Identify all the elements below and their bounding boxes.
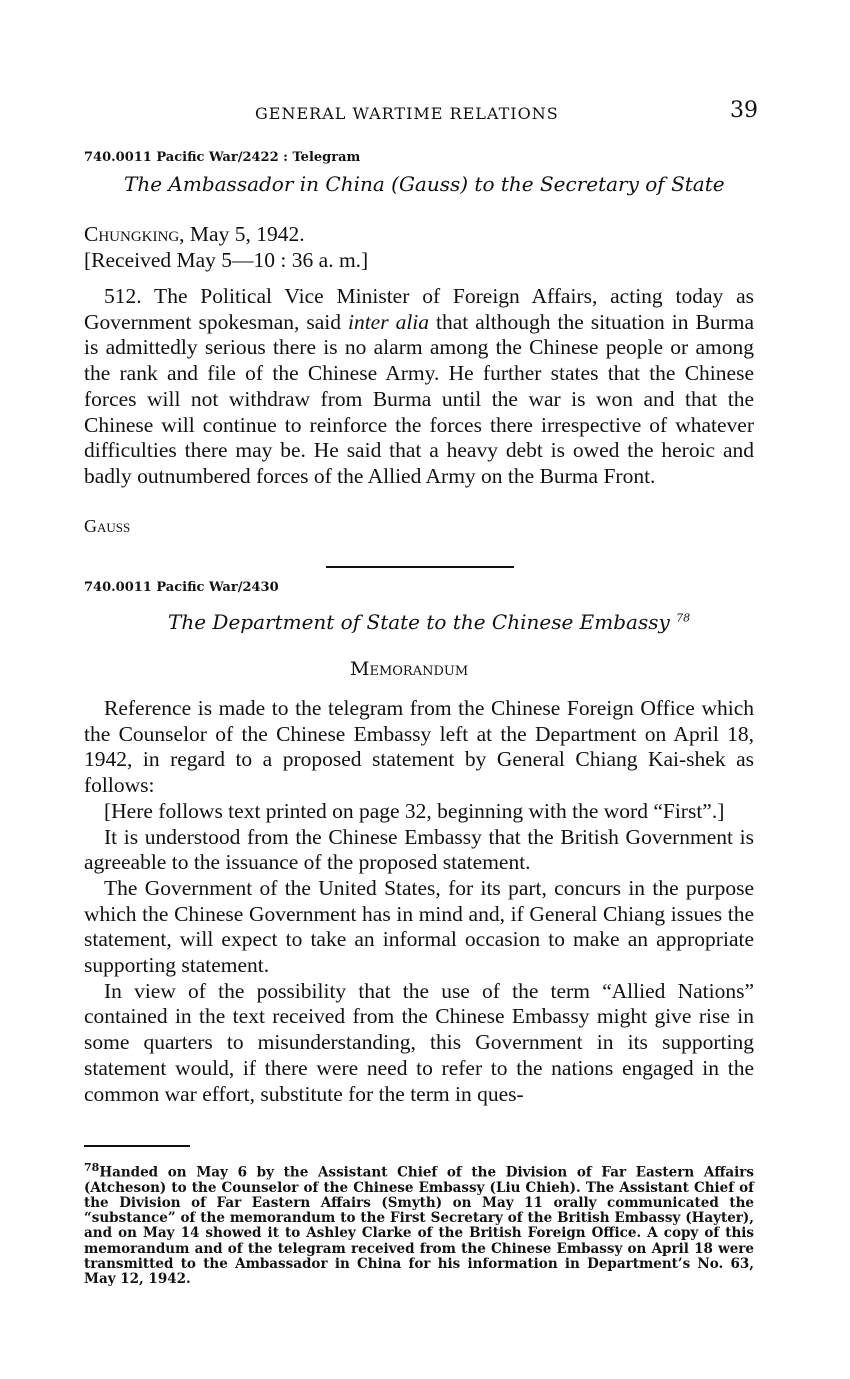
document-heading: The Ambassador in China (Gauss) to the Secretary of State	[124, 172, 725, 196]
page-number: 39	[730, 98, 758, 123]
memo-paragraph: [Here follows text printed on page 32, beginning with the word “First”.]	[104, 798, 725, 823]
footnote-text: Handed on May 6 by the Assistant Chief of the Division of Far Eastern Affairs (Atcheson) to the Counselor of the Chinese Embassy (Liu Chieh). The Assistant Chief of the Division of Far Eastern Affairs (Smyth) on May 11 orally communicated the “substance” of the memorandum to the First Secretary of the British Embassy (Hayter), and on May 14 showed it to Ashley Clarke of the British Foreign Office. A copy of this memorandum and of the telegram received from the Chinese Embassy on April 18 were transmitted to the Ambassador in China for his information in Department’s No. 63, May 12, 1942.	[84, 1164, 754, 1287]
dateline	[84, 222, 754, 248]
file-number: 740.0011 Pacific War/2422 : Telegram	[84, 150, 361, 165]
document-heading	[168, 610, 690, 634]
telegram-italic: inter alia	[347, 309, 430, 334]
heading-text: The Department of State to the Chinese Embassy	[168, 610, 670, 634]
dateline-place: Chungking,	[84, 222, 185, 246]
running-head: GENERAL WARTIME RELATIONS	[255, 104, 559, 123]
signature: Gauss	[84, 516, 131, 536]
telegram-text-end: that although the situation in Burma is admittedly serious there is no alarm among the Chinese people or among the rank and file of the Chinese Army. He further states that the Chinese forces will not withdraw from Burma until the war is won and that the Chinese will continue to reinforce the forces there irrespective of whatever difficulties there may be. He said that a heavy debt is owed the heroic and badly outnumbered forces of the Allied Army on the Burma Front.	[84, 309, 754, 488]
memo-body	[84, 696, 754, 1107]
memo-paragraph: It is understood from the Chinese Embassy that the British Government is agreeable to the issuance of the proposed statement.	[84, 824, 754, 875]
section-divider	[326, 566, 514, 568]
memo-paragraph: Reference is made to the telegram from the Chinese Foreign Office which the Counselor of the Chinese Embassy left at the Department on April 18, 1942, in regard to a proposed statement by General Chiang Kai-shek as follows:	[84, 696, 754, 798]
footnote-ref: 78	[676, 611, 691, 625]
memo-paragraph: The Government of the United States, for its part, concurs in the purpose which the Chinese Government has in mind and, if General Chiang issues the statement, will expect to take an informal occasion to make an appropriate supporting statement.	[84, 875, 754, 978]
dateline-date: May 5, 1942.	[189, 222, 305, 246]
telegram-body	[84, 284, 754, 490]
footnote	[84, 1160, 754, 1287]
received-line: [Received May 5—10 : 36 a. m.]	[84, 248, 369, 272]
footnote-marker: 78	[84, 1161, 100, 1174]
telegram-text-start: 512. The Political Vice Minister of Foreign Affairs, acting today as Government spokesman, said	[84, 284, 754, 334]
footnote-rule	[84, 1145, 190, 1147]
memo-title: Memorandum	[350, 658, 469, 680]
memo-paragraph: In view of the possibility that the use of the term “Allied Nations” contained in the text received from the Chinese Embassy might give rise in some quarters to misunderstanding, this Government in its supporting statement would, if there were need to refer to the nations engaged in the common war effort, substitute for the term in ques-	[84, 978, 754, 1106]
file-number: 740.0011 Pacific War/2430	[84, 580, 279, 595]
